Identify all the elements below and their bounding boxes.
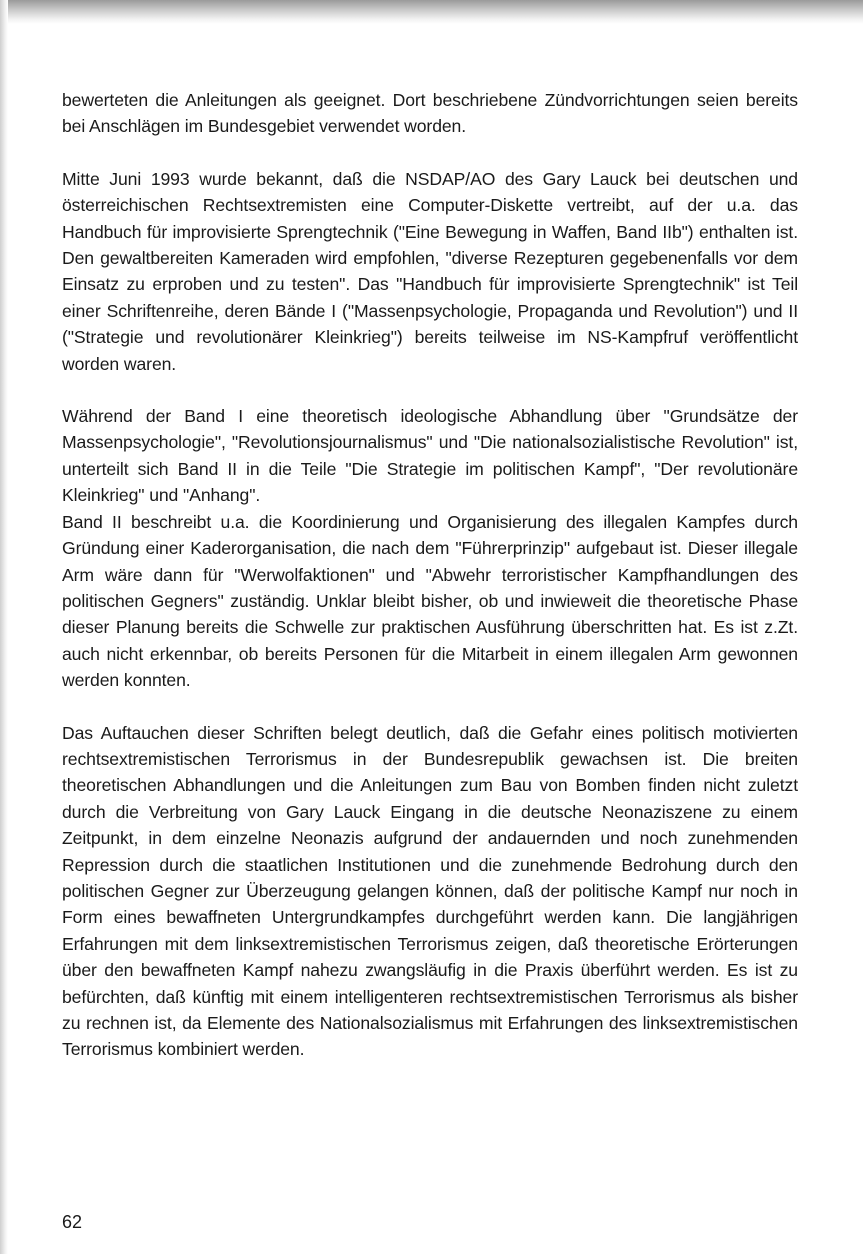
paragraph-conclusion: Das Auftauchen dieser Schriften belegt deutlich, daß die Gefahr eines politisch motivierten rechtsextremistischen Terrorismus in der Bundesrepublik gewachsen ist. Die breiten theoretischen Abhandlungen und die Anleitungen zum Bau von Bomben finden nicht zuletzt durch die Verbreitung von Gary Lauck Eingang in die deutsche Neonaziszene zu einem Zeitpunkt, in dem einzelne Neonazis aufgrund der andauernden und noch zunehmenden Repression durch die staatlichen Institutionen und die zunehmende Bedrohung durch den politischen Gegner zur Überzeugung gelangen können, daß der politische Kampf nur noch in Form eines bewaffneten Untergrundkampfes durchgeführt werden kann. Die langjährigen Erfahrungen mit dem linksextremistischen Terrorismus zeigen, daß theoretische Erörterungen über den bewaffneten Kampf nahezu zwangsläufig in die Praxis überführt werden. Es ist zu befürchten, daß künftig mit einem intelligenteren rechtsextremistischen Terrorismus als bisher zu rechnen ist, da Elemente des Nationalsozialismus mit Erfahrungen des linksextremistischen Terrorismus kombiniert werden. xyxy=(62,722,798,1060)
paragraph-diskette: Mitte Juni 1993 wurde bekannt, daß die NSDAP/AO des Gary Lauck bei deutschen und österreichischen Rechtsextremisten eine Computer-Diskette vertreibt, auf der u.a. das Handbuch für improvisierte Sprengtechnik ("Eine Bewegung in Waffen, Band IIb") enthalten ist. Den gewaltbereiten Kameraden wird empfohlen, "diverse Rezepturen gegebenenfalls vor dem Einsatz zu erproben und zu testen". Das "Handbuch für improvisierte Sprengtechnik" ist Teil einer Schriftenreihe, deren Bände I ("Massenpsychologie, Propaganda und Revolution") und II ("Strategie und revolutionärer Kleinkrieg") bereits teilweise im NS-Kampfruf veröffentlicht worden waren. xyxy=(62,168,798,374)
paragraph-band-one: Während der Band I eine theoretisch ideologische Abhandlung über "Grundsätze der Massenpsychologie", "Revolutionsjournalismus" und "Die nationalsozialistische Revolution" ist, unterteilt sich Band II in die Teile "Die Strategie im politischen Kampf", "Der revolutionäre Kleinkrieg" und "Anhang". xyxy=(62,406,798,506)
page-body xyxy=(62,87,798,1063)
scan-top-shadow xyxy=(0,0,863,24)
page-number: 62 xyxy=(62,1212,83,1232)
paragraph-band-two: Band II beschreibt u.a. die Koordinierung und Organisierung des illegalen Kampfes durch Gründung einer Kaderorganisation, die nach dem "Führerprinzip" aufgebaut ist. Dieser illegale Arm wäre dann für "Werwolfaktionen" und "Abwehr terroristischer Kampfhandlungen des politischen Gegners" zuständig. Unklar bleibt bisher, ob und inwieweit die theoretische Phase dieser Planung bereits die Schwelle zur praktischen Ausführung überschritten hat. Es ist z.Zt. auch nicht erkennbar, ob bereits Personen für die Mitarbeit in einem illegalen Arm gewonnen werden konnten. xyxy=(62,511,798,691)
scan-left-shadow xyxy=(0,0,8,1254)
paragraph-continuation: bewerteten die Anleitungen als geeignet. Dort beschriebene Zündvorrichtungen seien bereits bei Anschlägen im Bundesgebiet verwendet worden. xyxy=(62,90,798,137)
